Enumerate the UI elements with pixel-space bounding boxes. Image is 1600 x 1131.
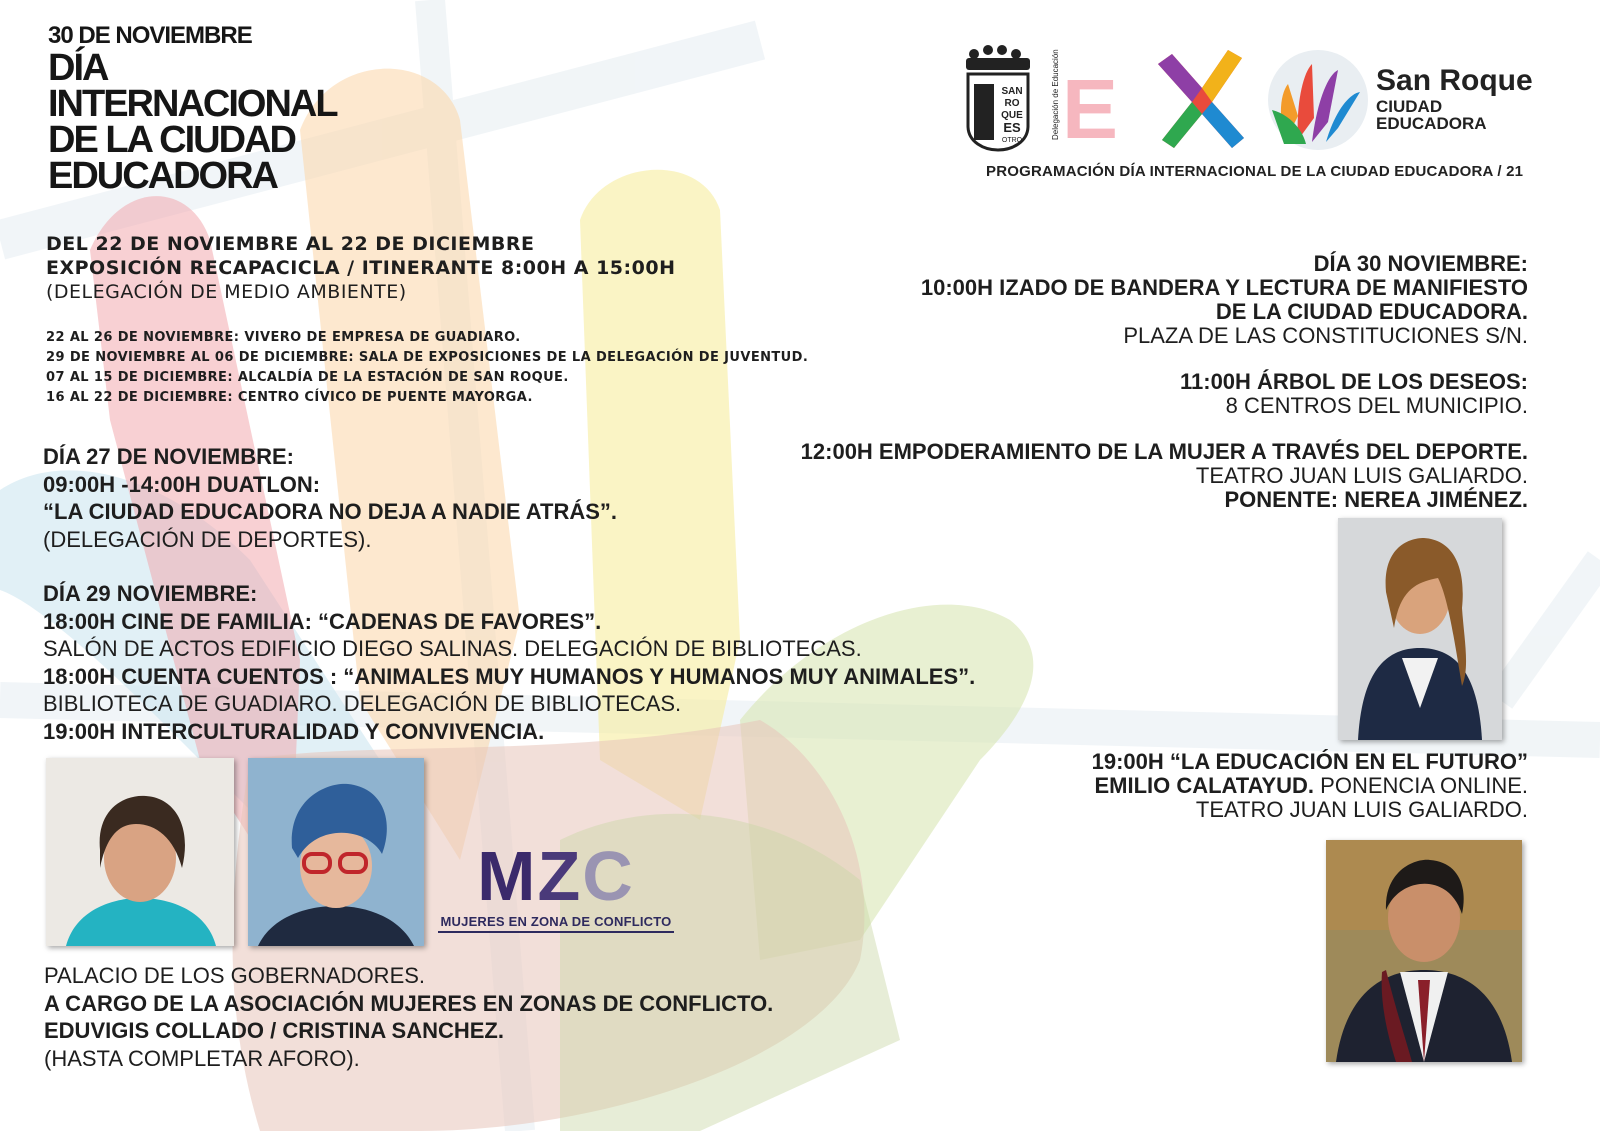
mzc-logo (438, 838, 674, 933)
hands-circle-icon (1268, 50, 1368, 150)
association-org: A CARGO DE LA ASOCIACIÓN MUJERES EN ZONAS DE CONFLICTO. (44, 990, 774, 1016)
crown-icon (966, 45, 1030, 70)
day27-event: 09:00H -14:00H DUATLON: (43, 471, 321, 497)
day30-event-1b: DE LA CIUDAD EDUCADORA. (1215, 299, 1528, 324)
day29-event-1-place: SALÓN DE ACTOS EDIFICIO DIEGO SALINAS. DELEGACIÓN DE BIBLIOTECAS. (43, 636, 862, 661)
svg-text:OTRO: OTRO (1001, 137, 1023, 144)
photo-emilio (1326, 840, 1522, 1062)
day30-event-2: 11:00H ÁRBOL DE LOS DESEOS: (1179, 369, 1528, 394)
venue-item: 07 AL 15 DE DICIEMBRE: ALCALDÍA DE LA ESTACIÓN DE SAN ROQUE. (46, 370, 569, 385)
program-header: PROGRAMACIÓN DÍA INTERNACIONAL DE LA CIUDAD EDUCADORA / 21 (986, 163, 1524, 180)
mosaic-x-icon (1158, 50, 1244, 148)
day30-event-4-place: TEATRO JUAN LUIS GALIARDO. (1195, 797, 1528, 822)
day30-event-4-speaker-line: EMILIO CALATAYUD. PONENCIA ONLINE. (1094, 773, 1528, 798)
logos-bar (962, 44, 1542, 154)
exhibition-org: (DELEGACIÓN DE MEDIO AMBIENTE) (46, 281, 407, 303)
mzc-subtitle: MUJERES EN ZONA DE CONFLICTO (438, 914, 674, 933)
title-line-3: DE LA CIUDAD (48, 119, 295, 161)
speaker-names: EDUVIGIS COLLADO / CRISTINA SANCHEZ. (44, 1018, 504, 1043)
shield-icon (968, 74, 1028, 150)
photo-eduvigis (46, 758, 234, 946)
day30-event-3-place: TEATRO JUAN LUIS GALIARDO. (1195, 463, 1528, 488)
day30-heading: DÍA 30 NOVIEMBRE: (1313, 251, 1528, 276)
title-date: 30 DE NOVIEMBRE (48, 22, 252, 49)
day30-event-1a: 10:00H IZADO DE BANDERA Y LECTURA DE MANIFIESTO (920, 275, 1528, 300)
photo-cristina (248, 758, 424, 946)
right-program-late (1092, 750, 1528, 822)
svg-text:RO: RO (1004, 98, 1020, 109)
day27-heading: DÍA 27 DE NOVIEMBRE: (43, 444, 295, 469)
mzc-letters: MZC (477, 837, 635, 915)
right-program (801, 252, 1528, 512)
day30-event-3-speaker: PONENTE: NEREA JIMÉNEZ. (1224, 487, 1528, 512)
delegacion-logo (1051, 49, 1118, 154)
title-line-1: DÍA (48, 47, 108, 89)
day29-heading: DÍA 29 NOVIEMBRE: (43, 581, 258, 606)
exhibition-dates: DEL 22 DE NOVIEMBRE AL 22 DE DICIEMBRE (46, 233, 535, 255)
day27-org: (DELEGACIÓN DE DEPORTES). (43, 526, 372, 552)
day30-event-4: 19:00H “LA EDUCACIÓN EN EL FUTURO” (1091, 749, 1528, 774)
day29-event-2-place: BIBLIOTECA DE GUADIARO. DELEGACIÓN DE BIBLIOTECAS. (43, 691, 682, 716)
svg-text:E: E (1062, 62, 1119, 154)
svg-text:QUE: QUE (1001, 110, 1023, 121)
day30-event-2-place: 8 CENTROS DEL MUNICIPIO. (1225, 393, 1528, 418)
day29-event-1: 18:00H CINE DE FAMILIA: “CADENAS DE FAVORES”. (43, 608, 602, 634)
capacity-note: (HASTA COMPLETAR AFORO). (44, 1045, 360, 1071)
day30-event-3: 12:00H EMPODERAMIENTO DE LA MUJER A TRAVÉS DEL DEPORTE. (800, 439, 1528, 464)
svg-text:SAN: SAN (1001, 86, 1023, 97)
san-roque-subtitle: CIUDAD EDUCADORA (1376, 97, 1487, 133)
day29-event-2: 18:00H CUENTA CUENTOS : “ANIMALES MUY HUMANOS Y HUMANOS MUY ANIMALES”. (43, 663, 976, 689)
exhibition-block (46, 232, 675, 304)
palace-place: PALACIO DE LOS GOBERNADORES. (44, 963, 426, 988)
venue-item: 22 AL 26 DE NOVIEMBRE: VIVERO DE EMPRESA DE GUADIARO. (46, 330, 521, 345)
title-line-2: INTERNACIONAL (48, 83, 337, 125)
photo-nerea (1338, 518, 1502, 740)
title-line-4: EDUCADORA (48, 155, 277, 197)
svg-text:ES: ES (1003, 120, 1021, 135)
bottom-left-info (44, 962, 773, 1072)
day29-event-3: 19:00H INTERCULTURALIDAD Y CONVIVENCIA. (43, 718, 545, 744)
svg-text:Delegación de Educación: Delegación de Educación (1051, 49, 1060, 140)
exhibition-title: EXPOSICIÓN RECAPACICLA / ITINERANTE 8:00H A 15:00H (46, 257, 676, 279)
venue-item: 16 AL 22 DE DICIEMBRE: CENTRO CÍVICO DE PUENTE MAYORGA. (46, 390, 533, 405)
day27-motto: “LA CIUDAD EDUCADORA NO DEJA A NADIE ATRÁS”. (43, 499, 618, 524)
san-roque-name: San Roque (1376, 64, 1533, 97)
venue-item: 29 DE NOVIEMBRE AL 06 DE DICIEMBRE: SALA DE EXPOSICIONES DE LA DELEGACIÓN DE JUVENTUD. (46, 350, 809, 365)
grid-line (1500, 560, 1600, 700)
day30-event-1-place: PLAZA DE LAS CONSTITUCIONES S/N. (1123, 323, 1528, 348)
exhibition-venues (46, 328, 808, 408)
main-title (48, 22, 337, 197)
